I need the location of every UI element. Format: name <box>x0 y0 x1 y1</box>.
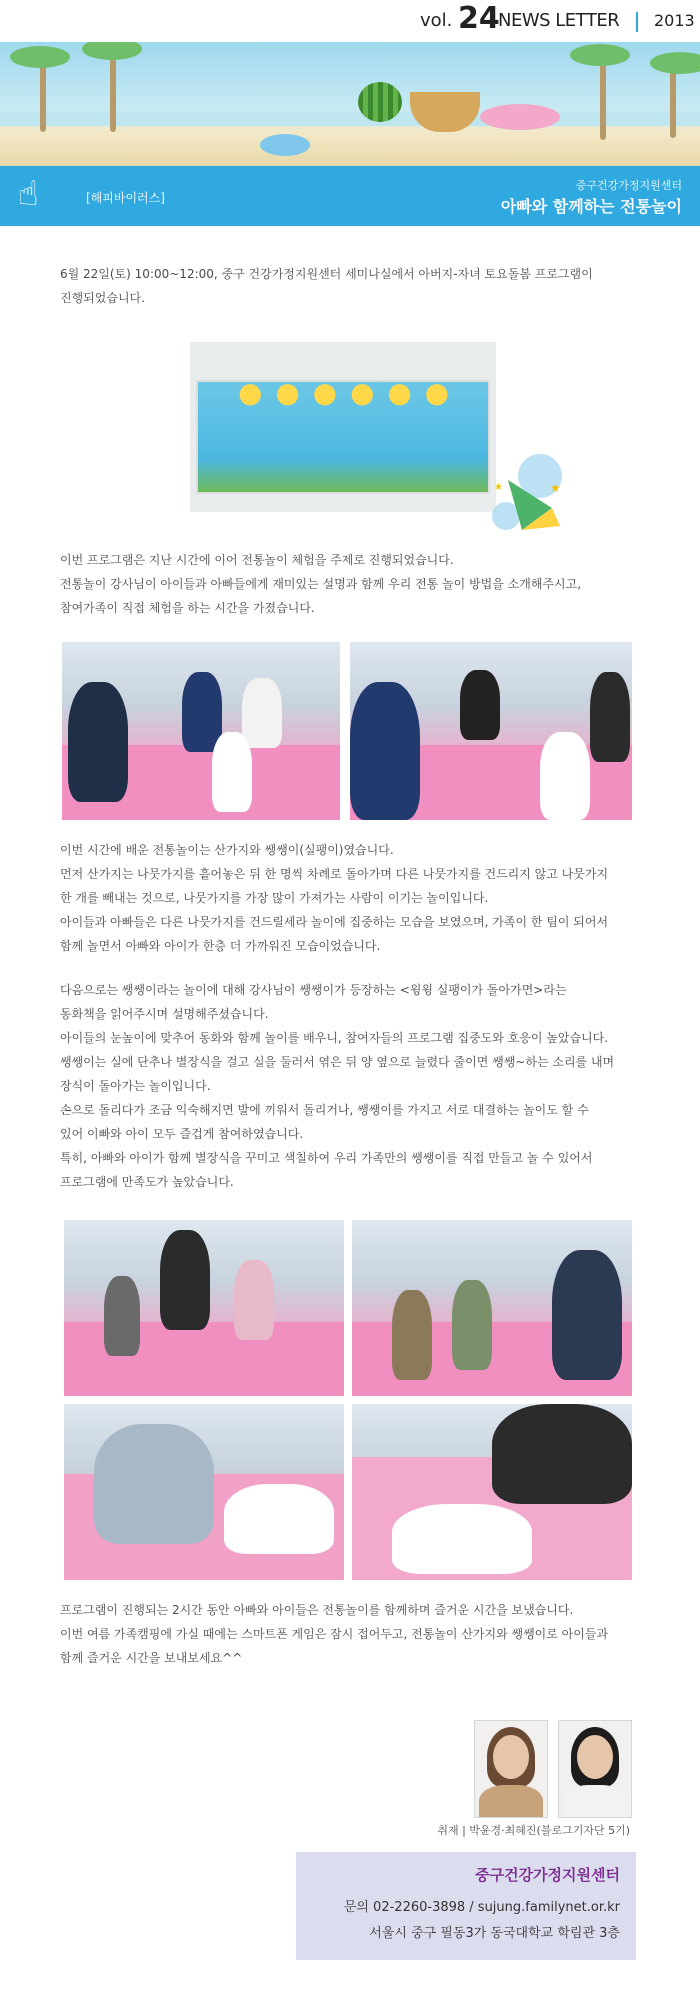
activity-photo-4 <box>352 1220 632 1396</box>
article-paragraph-5: 프로그램이 진행되는 2시간 동안 아빠와 아이들은 전통놀이를 함께하며 즐거운 시간을 보냈습니다. 이번 여름 가족캠핑에 가실 때에는 스마트폰 게임은 잠시 접어두고, 전통놀이 산가지와 쌩쌩이로 아이들과 함께 즐거운 시간을 보내보세요^^ <box>60 1603 609 1665</box>
volume-number: 24 <box>458 1 500 36</box>
article-paragraph-4: 다음으로는 쌩쌩이라는 놀이에 대해 강사님이 쌩쌩이가 등장하는 <윙윙 실팽이가 돌아가면>라는 동화책을 읽어주시며 설명해주셨습니다. 아이들의 눈높이에 맞추어 동화와 함께 놀이를 배우니, 참여자들의 프로그램 집중도와 호응이 높았습니다. 쌩쌩이는 실에 단추나 별장식을 걸고 실을 둘러서 엮은 뒤 양 옆으로 늘렸다 줄이면 쌩쌩~하는 소리를 내며 장식이 돌아가는 놀이입니다. 손으로 돌리다가 조금 익숙해지면 발에 끼워서 돌리거나, 쌩쌩이를 가지고 서로 대결하는 놀이도 할 수 있어 이빠와 아이 모두 즐겁게 참여하였습니다. 특히, 아빠와 아이가 함께 별장식을 꾸미고 색칠하여 우리 가족만의 쌩쌩이를 직접 만들고 놀 수 있어서 프로그램에 만족도가 높았습니다. <box>60 983 615 1189</box>
article-paragraph-1: 6월 22일(토) 10:00~12:00, 중구 건강가정지원센터 세미나실에서 아버지-자녀 토요돌봄 프로그램이 진행되었습니다. <box>60 267 593 305</box>
program-banner-photo <box>190 342 496 512</box>
contact-phone-web: 문의 02-2260-3898 / sujung.familynet.or.kr <box>343 1900 620 1915</box>
issue-year: 2013 <box>654 11 695 30</box>
sun-hat-icon <box>480 104 560 130</box>
section-title-bar <box>0 166 700 226</box>
reporter-credit: 취재 | 박윤경·최혜진(블로그기자단 5기) <box>437 1824 630 1837</box>
palm-leaf-icon <box>82 42 142 60</box>
center-name: 중구건강가정지원센터 <box>475 1866 620 1884</box>
newsletter-label: NEWS LETTER <box>498 10 620 31</box>
section-organization: 중구건강가정지원센터 <box>575 179 682 192</box>
sea-strip <box>0 112 700 126</box>
article-paragraph-3: 이번 시간에 배운 전통놀이는 산가지와 쌩쌩이(실팽이)였습니다. 먼저 산가지는 나뭇가지를 흩어놓은 뒤 한 명씩 차례로 돌아가며 다른 나뭇가지를 건드리지 않고 나뭇가지 한 개를 빼내는 것으로, 나뭇가지를 가장 많이 가져가는 사람이 이기는 놀이입니다. 아이들과 아빠들은 다른 나뭇가지를 건드릴세라 놀이에 집중하는 모습을 보였으며, 가족이 한 팀이 되어서 함께 놀면서 아빠와 아이가 한층 더 가까워진 모습이었습니다. <box>60 843 609 953</box>
article-paragraph-2: 이번 프로그램은 지난 시간에 이어 전통놀이 체험을 주제로 진행되었습니다. 전통놀이 강사님이 아이들과 아빠들에게 재미있는 설명과 함께 우리 전통 놀이 방법을 소개해주시고, 참여가족이 직접 체험을 하는 시간을 가졌습니다. <box>60 553 582 615</box>
activity-photo-5 <box>64 1404 344 1580</box>
contact-address: 서울시 중구 필동3가 동국대학교 학림관 3층 <box>369 1926 620 1941</box>
palm-leaf-icon <box>650 52 700 74</box>
watermelon-icon <box>358 82 402 122</box>
activity-photo-1 <box>62 642 340 820</box>
contact-box <box>296 1852 636 1960</box>
palm-leaf-icon <box>570 44 630 66</box>
header-divider <box>636 12 638 32</box>
svg-text:★: ★ <box>550 481 561 495</box>
flipflop-icon <box>260 134 310 156</box>
volume-prefix: vol. <box>420 10 453 31</box>
svg-text:★: ★ <box>494 482 503 493</box>
banner-balloon-letters: ● ● ● ● ● ● <box>238 376 452 409</box>
reporter-photo-2 <box>558 1720 632 1818</box>
activity-photo-3 <box>64 1220 344 1396</box>
party-cone-icon <box>488 450 568 540</box>
section-category: [해피바이러스] <box>86 191 165 205</box>
article-title: 아빠와 함께하는 전통놀이 <box>500 197 682 216</box>
pointing-hand-icon: ☝ <box>18 174 39 214</box>
reporter-photo-1 <box>474 1720 548 1818</box>
palm-leaf-icon <box>10 46 70 68</box>
summer-beach-banner <box>0 42 700 166</box>
activity-photo-6 <box>352 1404 632 1580</box>
masthead <box>0 0 700 42</box>
activity-photo-2 <box>350 642 632 820</box>
fruit-basket-icon <box>410 92 480 132</box>
